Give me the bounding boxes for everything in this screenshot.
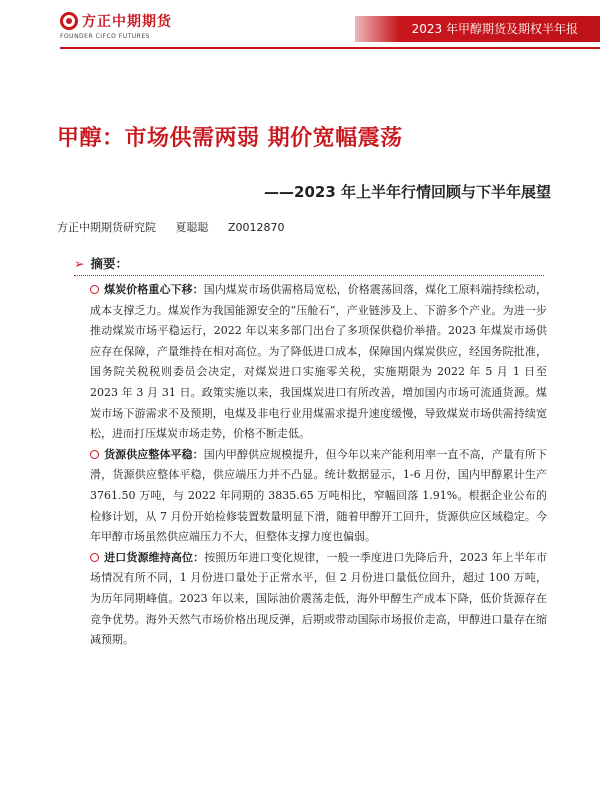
page-header: [0, 0, 600, 50]
logo-en-text: FOUNDER CIFCO FUTURES: [60, 33, 150, 40]
abstract-heading: [74, 254, 128, 272]
paragraph-lead: 进口货源维持高位：: [104, 550, 205, 564]
logo-emblem-icon: [60, 12, 78, 30]
report-type-banner: 2023 年甲醇期货及期权半年报: [355, 16, 600, 42]
abstract-heading-label: 摘要：: [90, 256, 128, 271]
paragraph-lead: 货源供应整体平稳：: [104, 447, 204, 461]
page-subtitle: ——2023 年上半年行情回顾与下半年展望: [264, 183, 551, 201]
abstract-paragraph: [90, 548, 547, 651]
paragraph-text: 国内甲醇供应规模提升，但今年以来产能利用率一直不高，产量有所下滑，货源供应整体平稳，供应端压力并不凸显。统计数据显示，1-6 月份，国内甲醇累计生产 3761.50 万吨，与 2022 年同期的 3835.65 万吨相比，窄幅回落 1.91%。根据企业公布的检修计划，从 7 月份开始检修装置数量明显下滑，随着甲醇开工回升，货源供应区域稳定。今年甲醇市场虽然供应端压力不大，但整体支撑力度也偏弱。: [90, 447, 547, 544]
header-divider: [60, 47, 600, 49]
abstract-paragraph: [90, 280, 547, 445]
abstract-paragraph: [90, 445, 547, 548]
author-line: [57, 219, 301, 235]
abstract-divider: [74, 275, 544, 276]
logo-cn-text: 方正中期期货: [82, 14, 172, 30]
author-id: Z0012870: [228, 221, 285, 234]
circle-bullet-icon: [90, 450, 99, 459]
paragraph-text: 按照历年进口变化规律，一般一季度进口先降后升，2023 年上半年市场情况有所不同，1 月份进口量处于正常水平，但 2 月份进口量低位回升，超过 100 万吨，为历年同期峰值。2023 年以来，国际油价震荡走低，海外甲醇生产成本下降，低价货源存在竞争优势。海外天然气市场价格出现反弹，后期或带动国际市场报价走高，甲醇进口量存在缩减预期。: [90, 550, 547, 647]
chevron-right-icon: ➢: [74, 256, 85, 271]
abstract-body: [90, 280, 547, 651]
circle-bullet-icon: [90, 285, 99, 294]
page-title: 甲醇：市场供需两弱 期价宽幅震荡: [57, 126, 403, 151]
author-institute: 方正中期期货研究院: [57, 221, 156, 234]
author-name: 夏聪聪: [175, 221, 209, 234]
circle-bullet-icon: [90, 553, 99, 562]
paragraph-text: 国内煤炭市场供需格局宽松，价格震荡回落，煤化工原料端持续松动，成本支撑乏力。煤炭作为我国能源安全的“压舱石”，产业链涉及上、下游多个产业。为进一步推动煤炭市场平稳运行，2022 年以来多部门出台了多项保供稳价举措。2023 年煤炭市场供应存在保障，产量维持在相对高位。为了降低进口成本，保障国内煤炭供应，经国务院批准，国务院关税税则委员会决定，对煤炭进口实施零关税，实施期限为 2022 年 5 月 1 日至 2023 年 3 月 31 日。政策实施以来，我国煤炭进口有所改善，增加国内市场可流通货源。煤炭市场下游需求不及预期，电煤及非电行业用煤需求提升速度缓慢，导致煤炭市场供需持续宽松，进而打压煤炭市场走势，价格不断走低。: [90, 283, 547, 441]
paragraph-lead: 煤炭价格重心下移：: [104, 283, 204, 296]
company-logo: [60, 10, 170, 46]
